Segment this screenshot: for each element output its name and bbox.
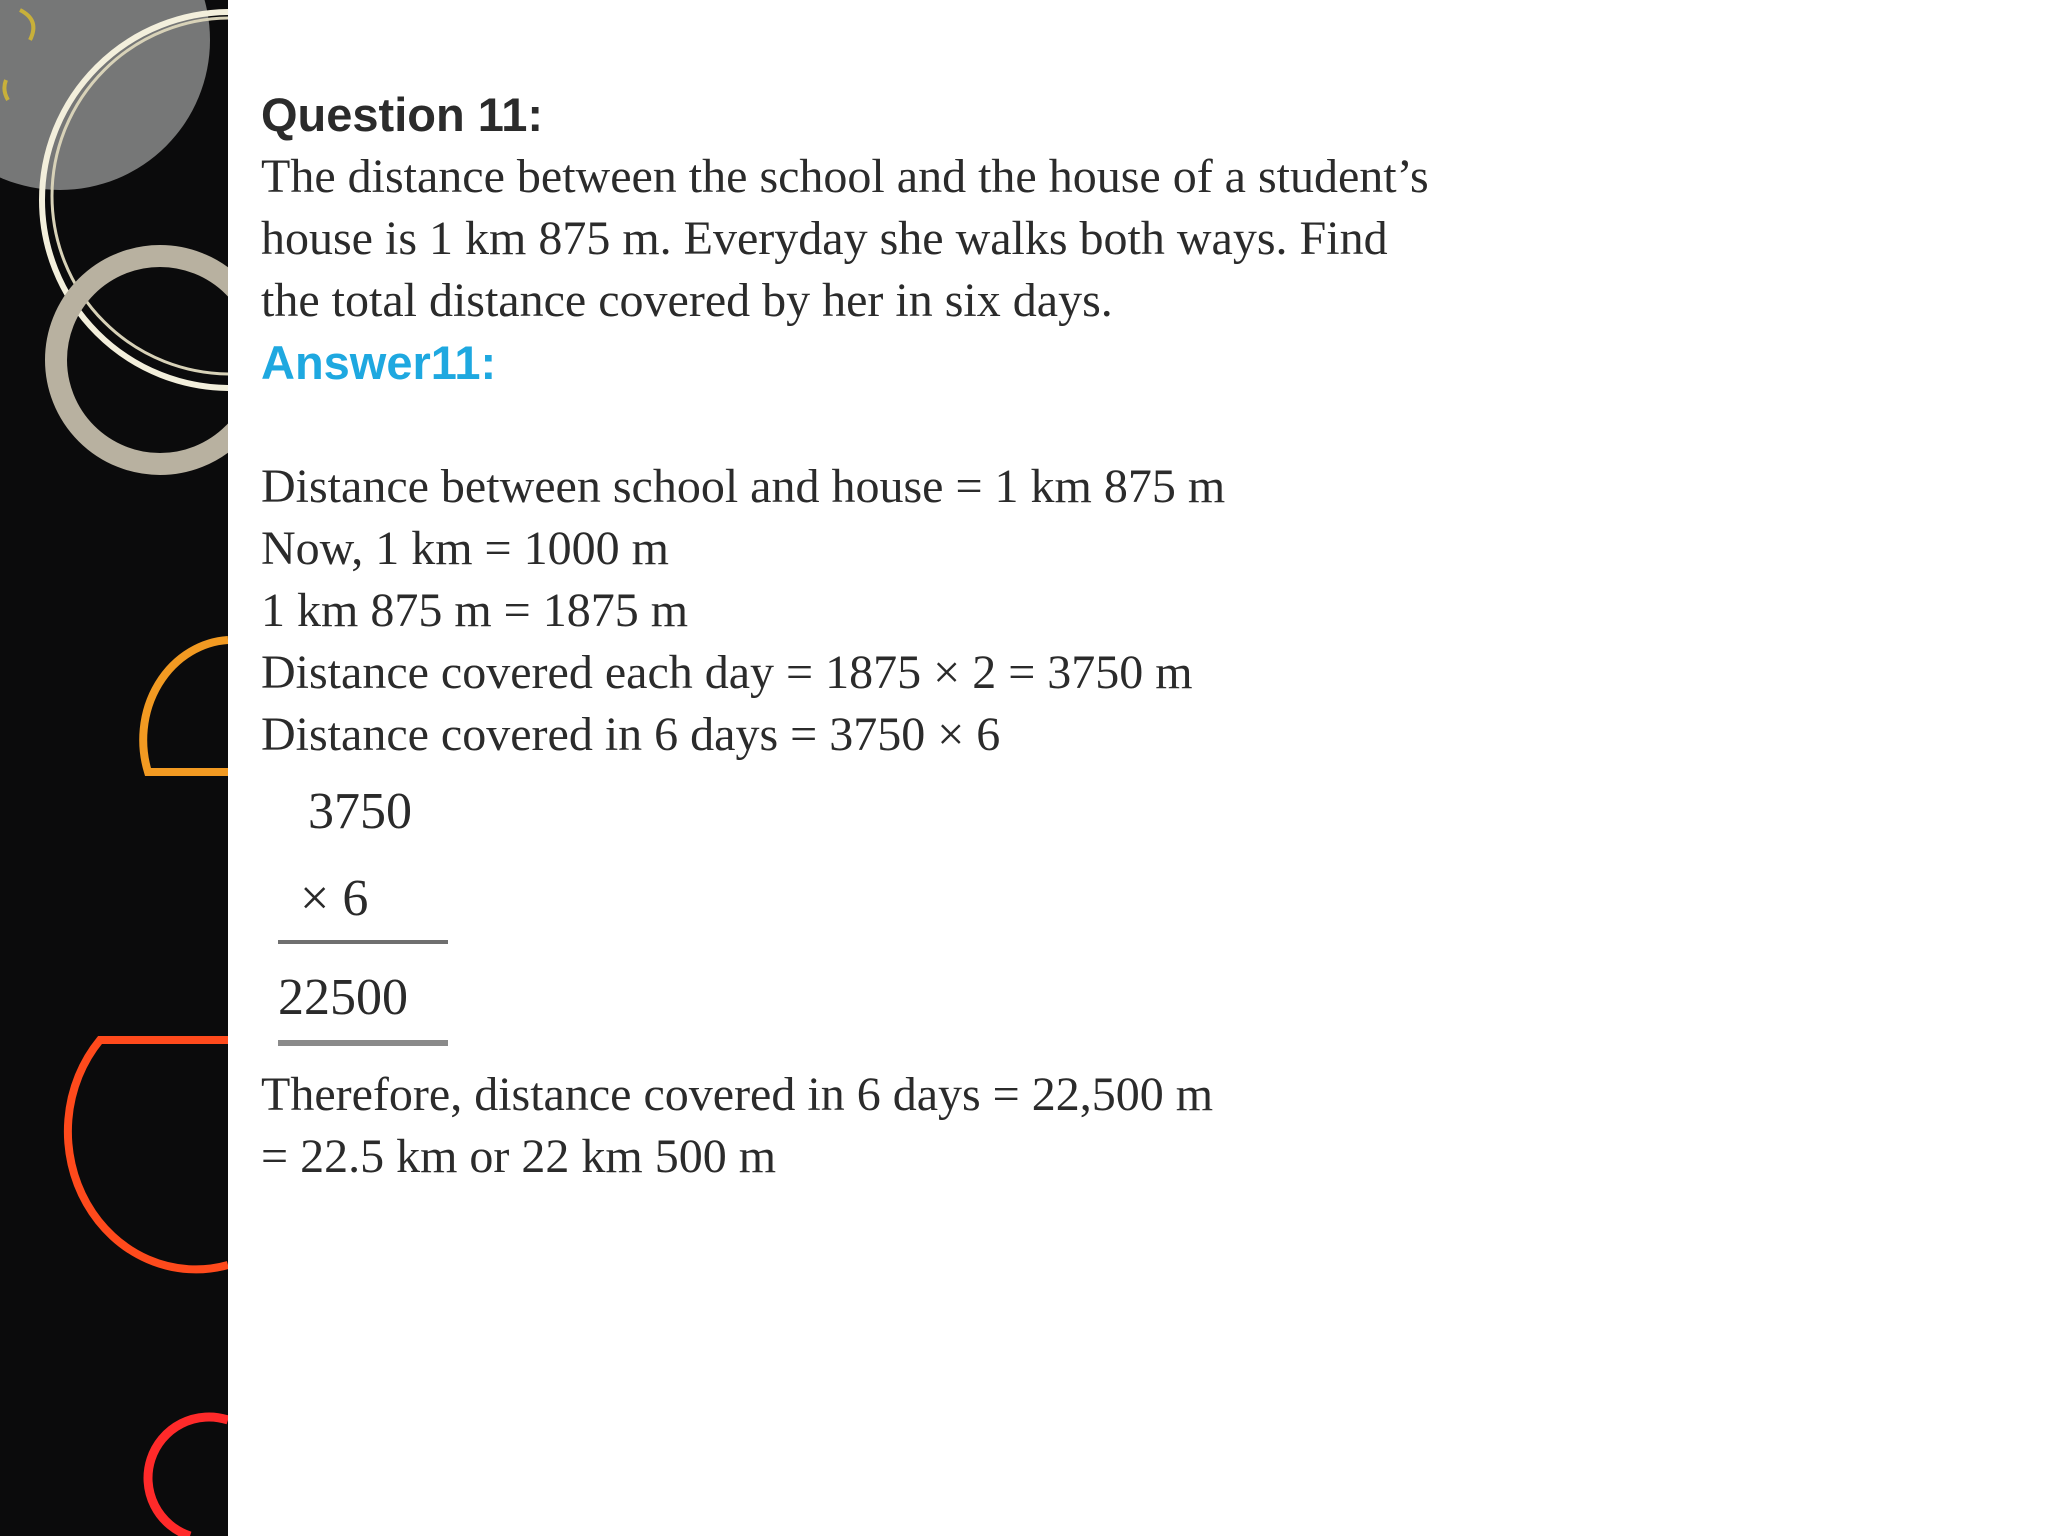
conclusion-line: = 22.5 km or 22 km 500 m: [261, 1130, 777, 1183]
question-line: house is 1 km 875 m. Everyday she walks both ways. Find: [261, 212, 1388, 265]
product: 22500: [278, 969, 408, 1026]
answer-step: 1 km 875 m = 1875 m: [261, 584, 689, 637]
answer-step: Distance covered each day = 1875 × 2 = 3750 m: [261, 646, 1193, 699]
multiplier: × 6: [300, 870, 369, 927]
multiplication-working: [270, 770, 456, 1052]
answer-step: Now, 1 km = 1000 m: [261, 522, 669, 575]
conclusion: [261, 1064, 1881, 1188]
question-line: the total distance covered by her in six days.: [261, 274, 1113, 327]
answer-title: Answer11:: [261, 336, 497, 389]
product-underline: [278, 1040, 448, 1046]
conclusion-line: Therefore, distance covered in 6 days = 22,500 m: [261, 1068, 1214, 1121]
multiplicand: 3750: [308, 783, 412, 840]
content-area: [261, 84, 1881, 766]
answer-step: Distance between school and house = 1 km 875 m: [261, 460, 1226, 513]
question-line: The distance between the school and the house of a student’s: [261, 150, 1429, 203]
multiplication-rule: [278, 940, 448, 944]
answer-step: Distance covered in 6 days = 3750 × 6: [261, 708, 1001, 761]
spacer: [261, 394, 1881, 456]
question-title: Question 11:: [261, 88, 544, 141]
decorative-rings-graphic: [0, 0, 228, 1536]
decorative-side-strip: [0, 0, 228, 1536]
